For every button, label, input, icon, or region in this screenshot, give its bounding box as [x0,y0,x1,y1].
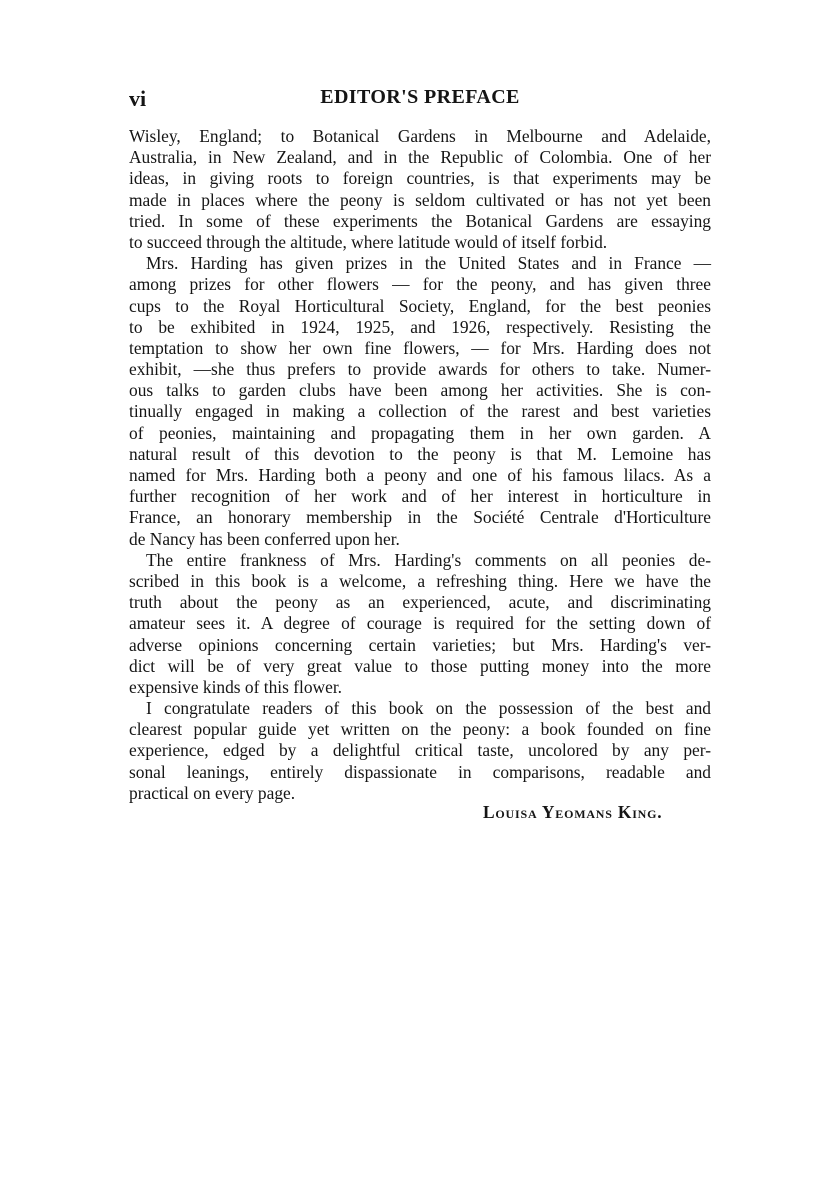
text-line: of peonies, maintaining and propagating them in her own garden. A [129,422,711,443]
text-line: cups to the Royal Horticultural Society, England, for the best peonies [129,295,711,316]
text-line: The entire frankness of Mrs. Harding's comments on all peonies de- [146,549,711,570]
text-line: among prizes for other flowers — for the peony, and has given three [129,274,711,295]
text-line: temptation to show her own fine flowers, — for Mrs. Harding does not [129,337,711,358]
text-line: tried. In some of these experiments the Botanical Gardens are essaying [129,210,711,231]
text-line: ous talks to garden clubs have been among her activities. She is con- [129,380,711,401]
preface-body [129,126,711,804]
text-line: adverse opinions concerning certain varieties; but Mrs. Harding's ver- [129,634,711,655]
text-line: clearest popular guide yet written on the peony: a book founded on fine [129,719,711,740]
text-line: Wisley, England; to Botanical Gardens in Melbourne and Adelaide, [129,126,711,146]
text-line: Mrs. Harding has given prizes in the United States and in France — [146,253,711,274]
paragraph-4 [129,698,711,804]
text-line: natural result of this devotion to the peony is that M. Lemoine has [129,443,711,464]
text-line: tinually engaged in making a collection of the rarest and best varieties [129,401,711,422]
text-line: France, an honorary membership in the Société Centrale d'Horticulture [129,507,711,528]
text-line: dict will be of very great value to those putting money into the more [129,655,711,676]
text-line: exhibit, —she thus prefers to provide awards for others to take. Numer- [129,359,711,380]
paragraph-2 [129,253,711,550]
paragraph-3 [129,550,711,698]
text-line: named for Mrs. Harding both a peony and one of his famous lilacs. As a [129,465,711,485]
text-line: practical on every page. [129,782,296,803]
page-header [129,86,711,116]
text-line: truth about the peony as an experienced, acute, and discriminating [129,592,711,613]
text-line: experience, edged by a delightful critical taste, uncolored by any per- [129,740,711,761]
running-head: EDITOR'S PREFACE [320,86,520,108]
page-number: vi [129,86,147,111]
text-line: ideas, in giving roots to foreign countries, is that experiments may be [129,168,711,189]
text-line: de Nancy has been conferred upon her. [129,528,400,549]
text-line: made in places where the peony is seldom cultivated or has not yet been [129,189,711,210]
text-line: amateur sees it. A degree of courage is required for the setting down of [129,613,711,634]
author-signature: Louisa Yeomans King. [483,802,663,822]
text-line: I congratulate readers of this book on the possession of the best and [146,698,711,719]
text-line: Australia, in New Zealand, and in the Republic of Colombia. One of her [129,147,711,168]
paragraph-1 [129,126,711,253]
text-line: to be exhibited in 1924, 1925, and 1926, respectively. Resisting the [129,316,711,337]
text-line: further recognition of her work and of her interest in horticulture in [129,486,711,507]
text-line: scribed in this book is a welcome, a refreshing thing. Here we have the [129,570,711,591]
text-line: to succeed through the altitude, where latitude would of itself forbid. [129,231,608,252]
text-line: expensive kinds of this flower. [129,676,343,697]
text-line: sonal leanings, entirely dispassionate in comparisons, readable and [129,761,711,782]
